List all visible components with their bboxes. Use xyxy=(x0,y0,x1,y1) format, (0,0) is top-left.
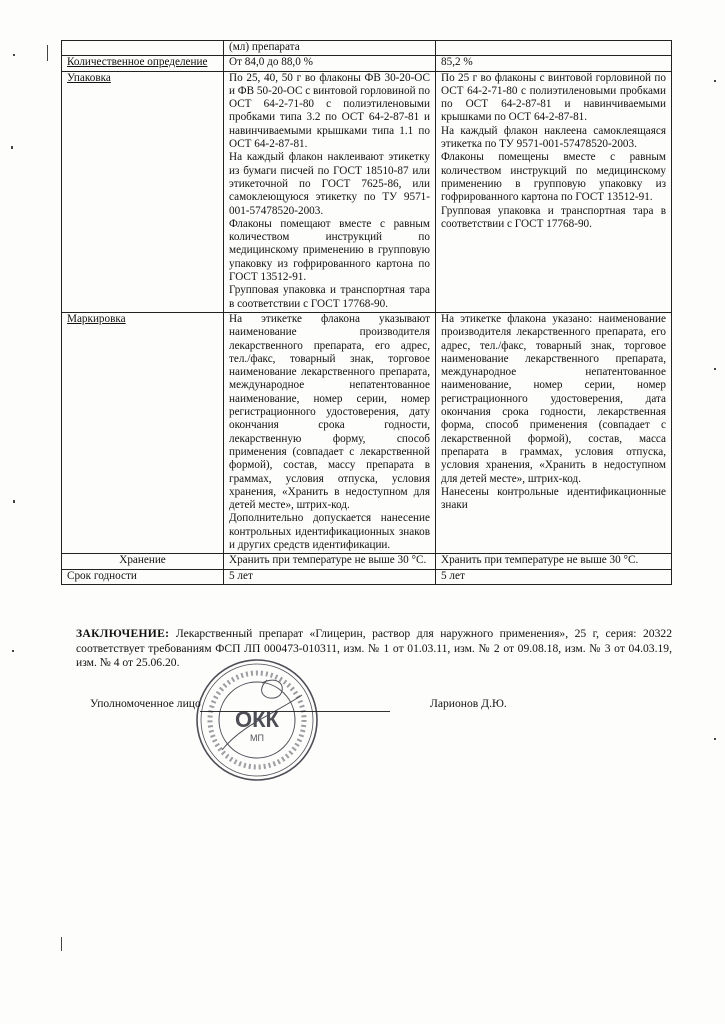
specification-table xyxy=(61,40,672,585)
result-cell xyxy=(436,312,672,553)
row-name: Хранение xyxy=(62,554,224,569)
conclusion-paragraph xyxy=(76,627,672,671)
result-cell: 5 лет xyxy=(436,569,672,584)
result-paragraph: Нанесены контрольные идентификационные знаки xyxy=(441,485,666,512)
scan-speck xyxy=(714,80,716,82)
row-name: Срок годности xyxy=(62,569,224,584)
scan-speck xyxy=(61,937,62,951)
official-stamp xyxy=(192,655,322,785)
result-paragraph: На каждый флакон наклеена самоклеящаяся этикетка по ТУ 9571-001-57478520-2003. xyxy=(441,124,666,151)
signature-label: Уполномоченное лицо xyxy=(90,697,201,710)
row-name xyxy=(62,312,224,553)
result-cell xyxy=(436,71,672,312)
result-cell xyxy=(436,41,672,56)
table-row xyxy=(62,312,672,553)
scan-speck xyxy=(13,54,15,56)
scan-speck xyxy=(714,368,716,370)
row-name xyxy=(62,41,224,56)
requirement-paragraph: По 25, 40, 50 г во флаконы ФВ 30-20-ОС и ФВ 50-20-ОС с винтовой горловиной по ОСТ 64-2-71-80 с полиэтиленовыми пробками типа 3.2 по ОСТ 64-2-87-81 и навинчиваемыми крышками типа 1.1 по ОСТ 64-2-87-81. xyxy=(229,71,430,151)
table-row xyxy=(62,41,672,56)
row-name xyxy=(62,71,224,312)
table-row xyxy=(62,56,672,71)
conclusion-text: Лекарственный препарат «Глицерин, раствор для наружного применения», 25 г, серия: 20322 соответствует требованиям ФСП ЛП 000473-010311, изм. № 1 от 01.03.11, изм. № 2 от 09.08.18, изм. № 3 от 04.03.19, изм. № 4 от 25.06.20. xyxy=(76,627,672,669)
signatory-name: Ларионов Д.Ю. xyxy=(430,697,507,710)
scan-speck xyxy=(13,500,15,503)
requirement-cell: 5 лет xyxy=(224,569,436,584)
row-name-text: Количественное определение xyxy=(67,56,208,69)
requirement-paragraph: На каждый флакон наклеивают этикетку из бумаги писчей по ГОСТ 18510-87 или этикеточной по ГОСТ 7625-86, или самоклеющуюся этикетку по ТУ 9571-001-57478520-2003. xyxy=(229,151,430,217)
row-name xyxy=(62,56,224,71)
requirement-paragraph: Дополнительно допускается нанесение контрольных идентификационных знаков и других средств идентификации. xyxy=(229,512,430,551)
conclusion-label: ЗАКЛЮЧЕНИЕ: xyxy=(76,627,170,640)
row-name-text: Маркировка xyxy=(67,312,126,325)
result-paragraph: По 25 г во флаконы с винтовой горловиной по ОСТ 64-2-71-80 с полиэтиленовыми пробками по ОСТ 64-2-87-81 и навинчиваемыми крышками по ОСТ 64-2-87-81. xyxy=(441,71,666,124)
requirement-cell xyxy=(224,71,436,312)
stamp-center-text: ОКК xyxy=(235,707,279,732)
stamp-sub-text: МП xyxy=(250,733,264,743)
scan-speck xyxy=(714,738,716,740)
scan-speck xyxy=(12,650,14,652)
result-cell: Хранить при температуре не выше 30 °С. xyxy=(436,554,672,569)
requirement-cell: (мл) препарата xyxy=(224,41,436,56)
result-cell: 85,2 % xyxy=(436,56,672,71)
requirement-paragraph: Групповая упаковка и транспортная тара в соответствии с ГОСТ 17768-90. xyxy=(229,284,430,310)
result-paragraph: Флаконы помещены вместе с равным количеством инструкций по медицинскому применению в групповую упаковку из гофрированного картона по ГОСТ 13512-91. xyxy=(441,151,666,204)
requirement-cell: Хранить при температуре не выше 30 °С. xyxy=(224,554,436,569)
table-row xyxy=(62,71,672,312)
row-name-text: Упаковка xyxy=(67,71,111,84)
scan-speck xyxy=(11,146,13,149)
scan-speck xyxy=(47,45,48,61)
requirement-cell xyxy=(224,312,436,553)
requirement-paragraph: Флаконы помещают вместе с равным количеством инструкций по медицинскому применению в групповую упаковку из гофрированного картона по ГОСТ 13512-91. xyxy=(229,217,430,284)
table-row xyxy=(62,554,672,569)
result-paragraph: Групповая упаковка и транспортная тара в соответствии с ГОСТ 17768-90. xyxy=(441,204,666,230)
result-paragraph: На этикетке флакона указано: наименование производителя лекарственного препарата, его адрес, тел./факс, товарный знак, торговое наименование лекарственного препарата, международное непатентованное наименование, номер серии, номер регистрационного удостоверения, дата окончания срока годности, лекарственная форма, способ применения (совпадает с лекарственной формой), состав, масса препарата в граммах, условия отпуска, условия хранения, «Хранить в недоступном для детей месте», штрих-код. xyxy=(441,312,666,485)
requirement-cell: От 84,0 до 88,0 % xyxy=(224,56,436,71)
table-row xyxy=(62,569,672,584)
requirement-paragraph: На этикетке флакона указывают наименование производителя лекарственного препарата, его адрес, тел./факс, товарный знак, торговое наименование лекарственного препарата, международное непатентованное наименование, номер серии, номер регистрационного удостоверения, дату окончания срока годности, лекарственную форму, способ применения (совпадает с лекарственной формой), состав, массу препарата в граммах, условия отпуска, условия хранения, «Хранить в недоступном для детей месте», штрих-код. xyxy=(229,312,430,512)
